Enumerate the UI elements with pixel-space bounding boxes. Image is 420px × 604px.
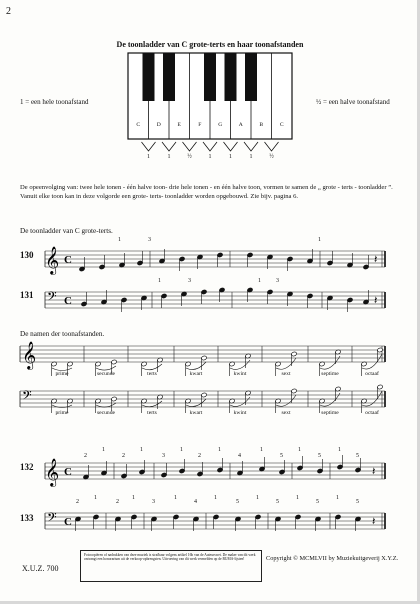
copyright-notice-box: Fotocopiëren of nadrukken van deze muziek is strafbaar volgens artikel 16b van de Auteurswet. De maker van dit werk ontvangt een honorarium uit de verkoop-opbrengsten. Uitvoering van dit werk vermelden op de BUMA-lijsten! [80,550,262,582]
fingering-number: 1 [214,495,217,501]
interval-name-septime: septime [321,410,339,416]
treble-clef: 𝄞 [45,458,60,486]
fingering-number: 1 [258,278,261,284]
fingering-number: 1 [260,447,263,453]
fingering-number: 3 [162,453,165,459]
fingering-number: 1 [158,278,161,284]
key-label: F [198,122,202,128]
fingering-number: 1 [118,237,121,243]
fingering-number: 1 [94,495,97,501]
black-key [225,53,237,101]
copyright-line: Copyright © MCMLVII by Muziekuitgeverij X.Y.Z. [266,555,399,562]
interval-chevron [224,142,238,151]
fingering-number: 5 [280,453,283,459]
fingering-number: 2 [122,453,125,459]
interval-name-sext: sext [281,371,291,377]
system-number-130: 130 [20,250,34,260]
fingering-number: 1 [296,495,299,501]
treble-clef: 𝄞 [45,246,60,274]
tie-slur [96,403,116,407]
interval-name-terts: terts [147,410,157,416]
interval-name-kwart: kwart [189,410,203,416]
system-number-132: 132 [20,462,34,472]
interval-value: 1 [167,154,171,160]
interval-name-prime: prime [55,410,69,416]
interval-chevron [203,142,217,151]
fingering-number: 3 [152,499,155,505]
interval-name-octaaf: octaaf [365,371,379,377]
interval-name-secunde: secunde [96,371,116,377]
bass-clef: 𝄢 [47,510,57,528]
interval-value: 1 [229,154,232,160]
fingering-number: 1 [218,447,221,453]
fingering-number: 1 [132,495,135,501]
quarter-rest: 𝄽 [374,253,378,266]
treble-clef: 𝄞 [22,341,37,369]
interval-value: 1 [249,154,253,160]
whole-step-legend: 1 = een hele toonafstand [20,98,89,106]
fingering-number: 5 [276,499,279,505]
quarter-rest: 𝄽 [372,465,376,478]
half-step-legend: ½ = een halve toonafstand [316,98,390,106]
interval-chevron [244,142,258,151]
fingering-number: 1 [180,447,183,453]
key-label: C [279,122,284,128]
section-heading-intervals: De namen der toonafstanden. [20,330,105,338]
interval-chevron [183,142,197,151]
fingering-number: 1 [338,447,341,453]
fingering-number: 2 [76,499,79,505]
key-label: G [218,122,223,128]
section-heading-scale: De toonladder van C grote-terts. [20,227,113,235]
black-key [245,53,257,101]
black-key [163,53,175,101]
fingering-number: 5 [236,499,239,505]
page-number: 2 [6,6,11,17]
interval-value: 1 [208,154,212,160]
interval-chevron [142,142,156,151]
fingering-number: 1 [298,447,301,453]
interval-name-octaaf: octaaf [365,410,379,416]
key-label: A [238,122,243,128]
page-title: De toonladder van C grote-terts en haar toonafstanden [116,40,304,49]
fingering-number: 5 [318,453,321,459]
fingering-number: 2 [116,499,119,505]
interval-chevron [162,142,176,151]
black-key [204,53,216,101]
tie-slur [362,354,382,369]
fingering-number: 4 [238,453,241,459]
system-number-131: 131 [20,290,34,300]
fingering-number: 1 [102,447,105,453]
catalog-code: X.U.Z. 700 [22,564,59,573]
quarter-rest: 𝄽 [374,294,378,307]
fingering-number: 3 [276,278,279,284]
fingering-number: 5 [316,499,319,505]
fingering-number: 1 [318,237,321,243]
bass-clef: 𝄢 [47,289,57,307]
fingering-number: 1 [336,495,339,501]
fingering-number: 3 [148,237,151,243]
common-time-signature: C [64,295,72,307]
key-label: D [156,122,161,128]
fingering-number: 5 [356,453,359,459]
common-time-signature: C [64,516,72,528]
key-label: E [177,122,181,128]
system-number-133: 133 [20,513,34,523]
scale-explanation-paragraph: De opeenvolging van: twee hele tonen - één halve toon- drie hele tonen - en één halve toon, vormen te samen de „ grote - terts - toonladder ”. Vanuit elke toon kan in deze volgorde een grote- terts- toonladder worden opgebouwd. Zie bijv. pagina 6. [20,184,393,200]
fingering-number: 1 [140,447,143,453]
black-key [143,53,155,101]
interval-name-terts: terts [147,371,157,377]
interval-name-kwart: kwart [189,371,203,377]
fingering-number: 5 [356,499,359,505]
quarter-rest: 𝄽 [372,515,376,528]
interval-name-kwint: kwint [233,371,247,377]
fingering-number: 2 [84,453,87,459]
interval-value: ½ [187,154,192,160]
interval-value: 1 [147,154,150,160]
tie-slur [362,391,382,406]
fingering-number: 4 [194,499,197,505]
key-label: B [259,122,264,128]
bass-clef: 𝄢 [22,388,32,406]
interval-name-prime: prime [55,371,69,377]
interval-name-sext: sext [281,410,291,416]
common-time-signature: C [64,254,72,266]
fingering-number: 1 [174,495,177,501]
interval-chevron [265,142,279,151]
interval-value: ½ [269,154,274,160]
common-time-signature: C [64,466,72,478]
interval-name-kwint: kwint [233,410,247,416]
tie-slur [96,366,116,370]
interval-name-secunde: secunde [96,410,116,416]
key-label: C [136,122,141,128]
interval-name-septime: septime [321,371,339,377]
fingering-number: 2 [198,453,201,459]
fingering-number: 3 [188,278,191,284]
fingering-number: 1 [256,495,259,501]
